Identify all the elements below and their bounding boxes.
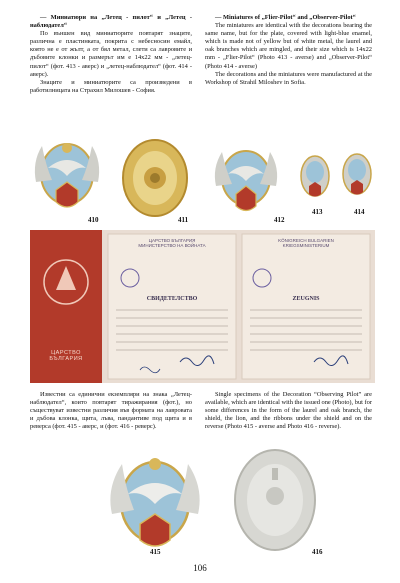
- doc-right-title: ZEUGNIS: [292, 296, 320, 302]
- booklet-title-line1: ЦАРСТВО: [51, 350, 81, 356]
- badge-photo-416-reverse: [228, 444, 322, 560]
- doc-right-header2: KRIEGSMINISTERIUM: [282, 243, 330, 248]
- badge-photo-412: [208, 140, 284, 222]
- badge-photo-413-miniature: [296, 150, 334, 206]
- bulgarian-text-bottom: [30, 391, 192, 431]
- caption-413: 413: [312, 208, 323, 216]
- paragraph: The decorations and the miniatures were manufactured at the Workshop of Strahil Miloshev in Sofia.: [205, 70, 372, 86]
- paragraph: The miniatures are identical with the decorations bearing the same name, but for the plate, covered with light-blue enamel, which is made not of yellow but of white metal, the laurel and oak branches which are mingled, and their size which is 14x22 mm - „Flier-Pilot“ (Photo 413 - averse) and „Observer-Pilot“ (Photo 414 - averse): [205, 22, 372, 70]
- certificate-document-photo: [30, 230, 375, 383]
- english-text-top: [205, 14, 372, 87]
- paragraph: По външен вид миниатюрите повтарят знаците, различна е пластинката, покрита с небесносин емайл, която не е от жълт, а от бял метал, слети са лавровите и дъбовите клонки и размерът им е 14x22 мм - „летец-пилот“ (фот. 413 - аверс) и „летец-наблюдател“ (фот. 414 - аверс).: [30, 30, 192, 78]
- caption-415: 415: [150, 548, 161, 556]
- paragraph: Знаците и миниатюрите са произведени в работилницата на Страхил Милошев - София.: [30, 78, 192, 94]
- paragraph: Известни са единични екземпляри на знака „Летец-наблюдател“, които повтарят тиражирания (фот.), но съществуват известни различия във формата на лавровата и дъбова клонка, щита, лъва, пандантиве под щита и в реверса (фот. 415 - аверс, и (фот. 416 - реверс).: [30, 391, 192, 431]
- heading-en-miniatures: — Miniatures of „Flier-Pilot“ and „Observer-Pilot“: [215, 14, 356, 21]
- caption-416: 416: [312, 548, 323, 556]
- badge-photo-410: [26, 132, 108, 222]
- doc-left-title: СВИДЕТЕЛСТВО: [146, 296, 198, 302]
- badge-photo-414-miniature: [338, 148, 376, 204]
- booklet-title-line2: БЪЛГАРИЯ: [49, 356, 83, 362]
- caption-412: 412: [274, 216, 285, 224]
- doc-left-header1: ЦАРСТВО БЪЛГАРИЯ: [148, 238, 196, 243]
- caption-414: 414: [354, 208, 365, 216]
- badge-photo-411-reverse: [118, 136, 192, 220]
- paragraph: Single specimens of the Decoration “Observing Pilot” are available, which are identical with the issued one (Photo), but for some differences in the form of the laurel and oak branch, the shield, the lion, and the ribbons under the shield and on the reverse (Photo 415 - averse and Photo 416 - reverse).: [205, 391, 372, 431]
- doc-right-header1: KÖNIGREICH BULGARIEN: [278, 238, 334, 243]
- doc-left-header2: МИНИСТЕРСТВО НА ВОЙНАТА: [138, 243, 206, 248]
- bulgarian-text-top: [30, 14, 192, 95]
- english-text-bottom: [205, 391, 372, 431]
- page-number: 106: [193, 563, 207, 573]
- caption-411: 411: [178, 216, 189, 224]
- heading-bg-miniatures: — Миниатюри на „Летец - пилот“ и „Летец - наблюдател“: [30, 14, 192, 30]
- caption-410: 410: [88, 216, 99, 224]
